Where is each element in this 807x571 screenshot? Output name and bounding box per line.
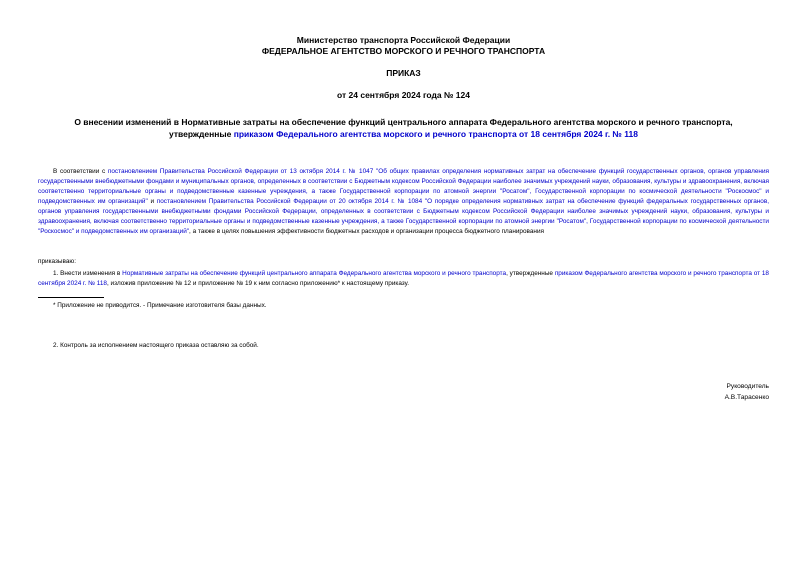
preamble-text-3: , а также в целях повышения эффективности бюджетных расходов и организации процесса бюджетного планирования <box>189 228 544 235</box>
ministry-name: Министерство транспорта Российской Федерации <box>296 35 511 45</box>
agency-name: ФЕДЕРАЛЬНОЕ АГЕНТСТВО МОРСКОГО И РЕЧНОГО ТРАНСПОРТА <box>261 46 546 56</box>
item-2-paragraph: 2. Контроль за исполнением настоящего приказа оставляю за собой. <box>53 342 259 349</box>
document-type: ПРИКАЗ <box>386 68 421 78</box>
preamble-paragraph <box>38 167 769 237</box>
resolution-1084-link[interactable]: постановлением Правительства Российской Федерации от 20 октября 2014 г. № 1084 "О порядке определения нормативных затрат на обеспечение функций федеральных государственных органов, органов управления государственными внебюджетными фондами Российской Федерации, определенных в соответствии с Бюджетным кодексом Российской Федерации наиболее значимых учреждений науки, образования, культуры и здравоохранения, включая соответственно территориальные органы и подведомственные казенные учреждения, а также Государственной корпорации по атомной энергии "Росатом", Государственной корпорации по космической деятельности "Роскосмос" и подведомственных им организаций" <box>38 198 769 235</box>
preamble-text-1: В соответствии с <box>53 168 108 175</box>
footnote-text: * Приложение не приводится. - Примечание изготовителя базы данных. <box>53 302 267 309</box>
document-title <box>40 116 767 140</box>
normative-costs-link[interactable]: Нормативные затраты на обеспечение функций центрального аппарата Федерального агентства морского и речного транспорта <box>122 270 507 277</box>
signatory-position: Руководитель <box>726 383 769 390</box>
title-text: утвержденные <box>169 129 234 139</box>
order-118-link[interactable]: приказом Федерального агентства морского и речного транспорта от 18 сентября 2024 г. № 118 <box>38 270 769 287</box>
item-1-text-3: , изложив приложение № 12 и приложение № 19 к ним согласно приложению* к настоящему приказу. <box>106 280 409 287</box>
document-date-number: от 24 сентября 2024 года № 124 <box>337 90 470 100</box>
resolution-1047-link[interactable]: постановлением Правительства Российской Федерации от 13 октября 2014 г. № 1047 "Об общих правилах определения нормативных затрат на обеспечение функций государственных органов, органов управления государственными внебюджетными фондами и муниципальных органов, определенных в соответствии с Бюджетным кодексом Российской Федерации наиболее значимых учреждений науки, образования, культуры и здравоохранения, включая соответственно территориальные органы и подведомственные казенные учреждения, а также Государственной корпорации по атомной энергии "Росатом", Государственной корпорации по космической деятельности "Роскосмос" и подведомственных им организаций" <box>38 168 769 205</box>
signatory-name: А.В.Тарасенко <box>724 394 769 401</box>
title-line-2 <box>40 128 767 140</box>
item-1-paragraph <box>38 269 769 289</box>
item-1-text-2: , утвержденные <box>506 270 555 277</box>
footnote-divider <box>38 297 104 298</box>
title-order-link[interactable]: приказом Федерального агентства морского и речного транспорта от 18 сентября 2024 г. № 118 <box>233 129 638 139</box>
order-word: приказываю: <box>38 258 76 265</box>
title-line-1: О внесении изменений в Нормативные затраты на обеспечение функций центрального аппарата Федерального агентства морского и речного транспорта, <box>74 117 733 127</box>
item-1-text-1: 1. Внести изменения в <box>53 270 123 277</box>
preamble-text-2: и <box>147 198 157 205</box>
